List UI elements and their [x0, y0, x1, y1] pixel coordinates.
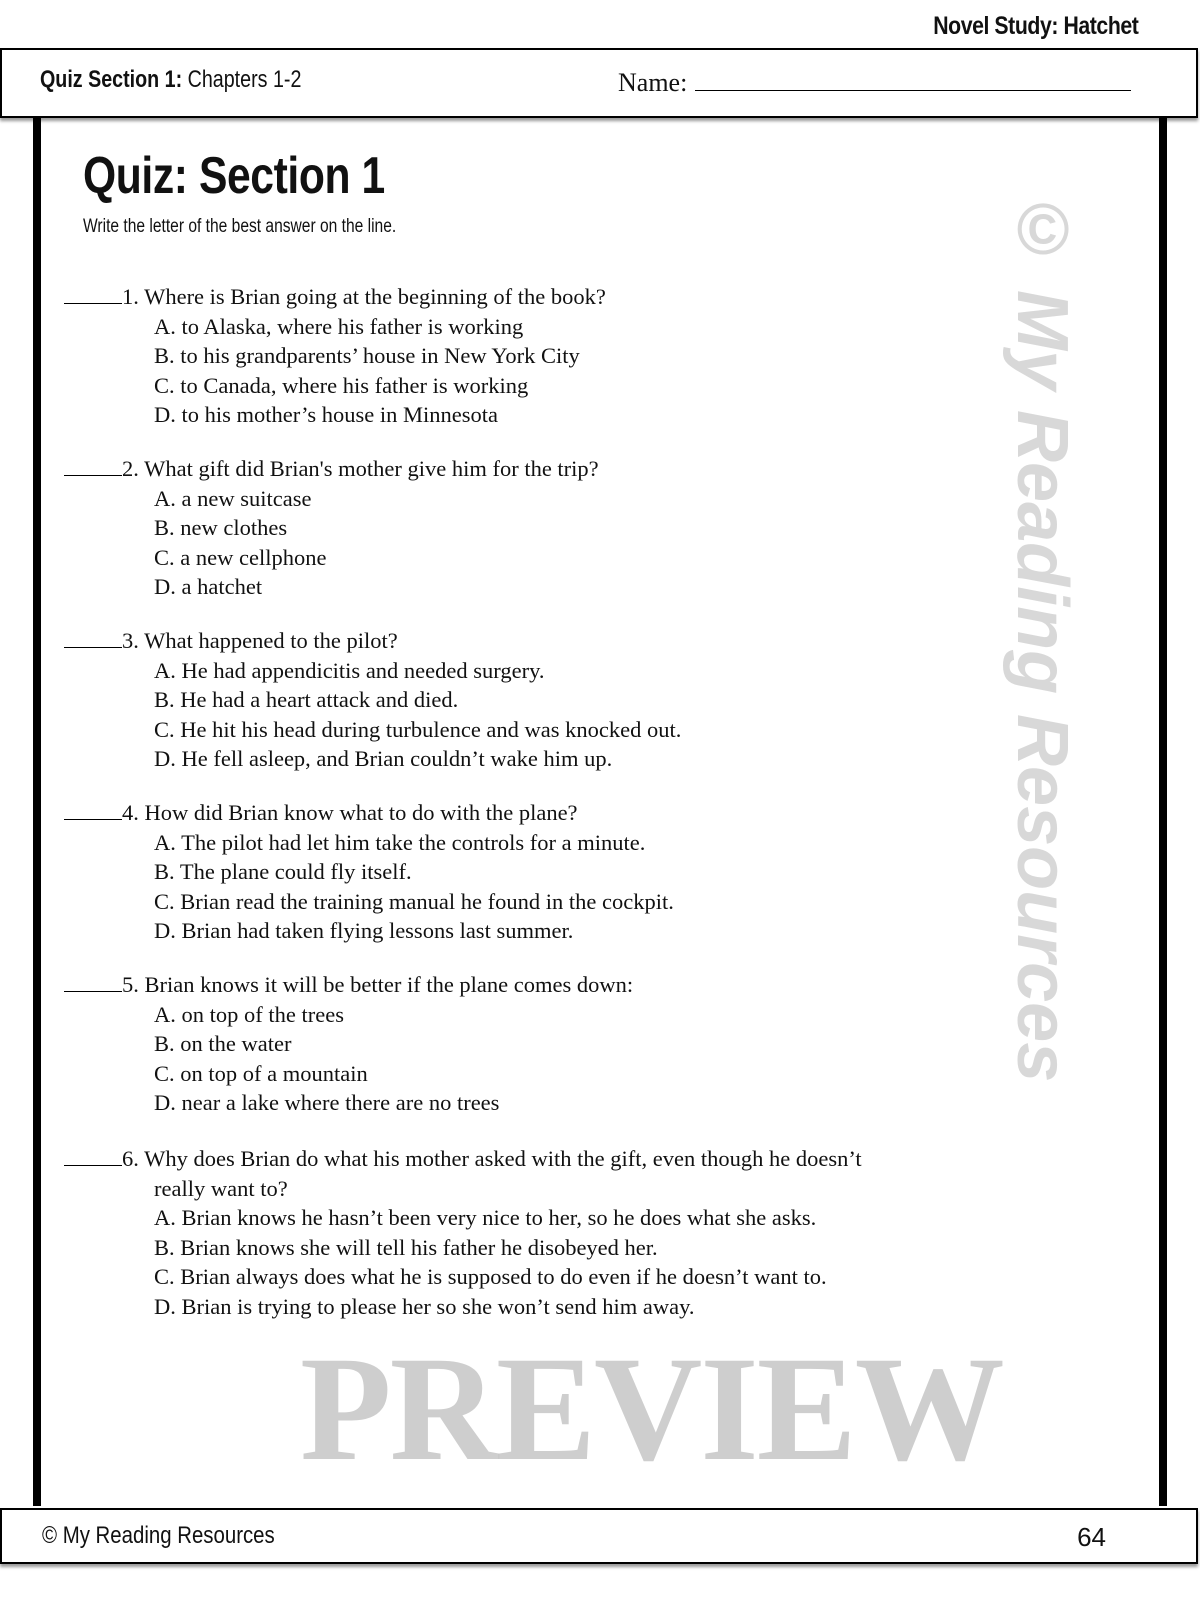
- section-number: Quiz Section 1:: [40, 66, 183, 93]
- answer-option: D. Brian is trying to please her so she won’t send him away.: [154, 1293, 695, 1319]
- answer-line[interactable]: [64, 973, 122, 992]
- name-line[interactable]: [695, 70, 1131, 91]
- brand-watermark: © My Reading Resources: [1002, 190, 1082, 1083]
- answer-line[interactable]: [64, 1147, 122, 1166]
- document-series-title: Novel Study: Hatchet: [932, 12, 1138, 40]
- answer-option: A. to Alaska, where his father is working: [154, 313, 524, 339]
- answer-option: C. He hit his head during turbulence and was knocked out.: [154, 716, 682, 742]
- answer-option: C. Brian always does what he is supposed to do even if he doesn’t want to.: [154, 1264, 827, 1289]
- answer-option: B. on the water: [154, 1031, 292, 1056]
- question-stem: [64, 454, 599, 484]
- answer-option: A. on top of the trees: [154, 1001, 344, 1027]
- answer-option: B. new clothes: [154, 515, 288, 540]
- question-stem: [64, 626, 681, 656]
- question-3: [64, 626, 681, 774]
- question-text: 5. Brian knows it will be better if the plane comes down:: [122, 972, 634, 997]
- question-text: 4. How did Brian know what to do with the plane?: [122, 800, 578, 825]
- answer-option: C. on top of a mountain: [154, 1060, 368, 1086]
- header-box: [0, 48, 1198, 118]
- answer-option: A. Brian knows he hasn’t been very nice to her, so he does what she asks.: [154, 1205, 817, 1230]
- name-field[interactable]: [618, 68, 1131, 98]
- answer-option: B. to his grandparents’ house in New York City: [154, 343, 580, 368]
- preview-watermark: PREVIEW: [300, 1326, 1003, 1492]
- answer-option: C. a new cellphone: [154, 544, 327, 570]
- name-label: Name:: [618, 68, 688, 97]
- answer-option: B. Brian knows she will tell his father he disobeyed her.: [154, 1234, 658, 1260]
- answer-option: D. Brian had taken flying lessons last summer.: [154, 918, 574, 943]
- answer-line[interactable]: [64, 629, 122, 648]
- quiz-section-label: [40, 66, 301, 94]
- question-stem: [64, 970, 633, 1000]
- answer-option: C. to Canada, where his father is working: [154, 372, 529, 398]
- question-text: 1. Where is Brian going at the beginning of the book?: [122, 284, 606, 309]
- answer-option: D. He fell asleep, and Brian couldn’t wake him up.: [154, 746, 613, 771]
- question-stem: [64, 1144, 862, 1174]
- answer-option: D. a hatchet: [154, 574, 263, 599]
- footer: [0, 1508, 1198, 1564]
- question-2: [64, 454, 599, 602]
- section-chapters: Chapters 1-2: [182, 66, 302, 93]
- instructions: Write the letter of the best answer on the line.: [83, 216, 397, 237]
- answer-option: B. He had a heart attack and died.: [154, 687, 459, 712]
- answer-option: A. He had appendicitis and needed surgery.: [154, 657, 545, 683]
- answer-option: B. The plane could fly itself.: [154, 859, 412, 884]
- question-text: 2. What gift did Brian's mother give him for the trip?: [122, 456, 599, 481]
- answer-option: D. to his mother’s house in Minnesota: [154, 402, 498, 427]
- answer-line[interactable]: [64, 285, 122, 304]
- answer-option: D. near a lake where there are no trees: [154, 1090, 500, 1115]
- answer-option: A. The pilot had let him take the controls for a minute.: [154, 829, 646, 855]
- answer-line[interactable]: [64, 801, 122, 820]
- question-stem: [64, 798, 674, 828]
- question-6: [64, 1144, 862, 1321]
- question-4: [64, 798, 674, 946]
- footer-copyright: © My Reading Resources: [42, 1522, 275, 1549]
- question-5: [64, 970, 633, 1118]
- page-number: 64: [1077, 1522, 1106, 1552]
- answer-option: A. a new suitcase: [154, 485, 312, 511]
- question-text: 6. Why does Brian do what his mother asked with the gift, even though he doesn’t: [122, 1146, 862, 1171]
- question-1: [64, 282, 606, 430]
- question-text: 3. What happened to the pilot?: [122, 628, 398, 653]
- page-title: Quiz: Section 1: [83, 147, 385, 205]
- answer-line[interactable]: [64, 457, 122, 476]
- answer-option: C. Brian read the training manual he found in the cockpit.: [154, 888, 674, 914]
- question-text-continued: really want to?: [154, 1175, 288, 1201]
- question-stem: [64, 282, 606, 312]
